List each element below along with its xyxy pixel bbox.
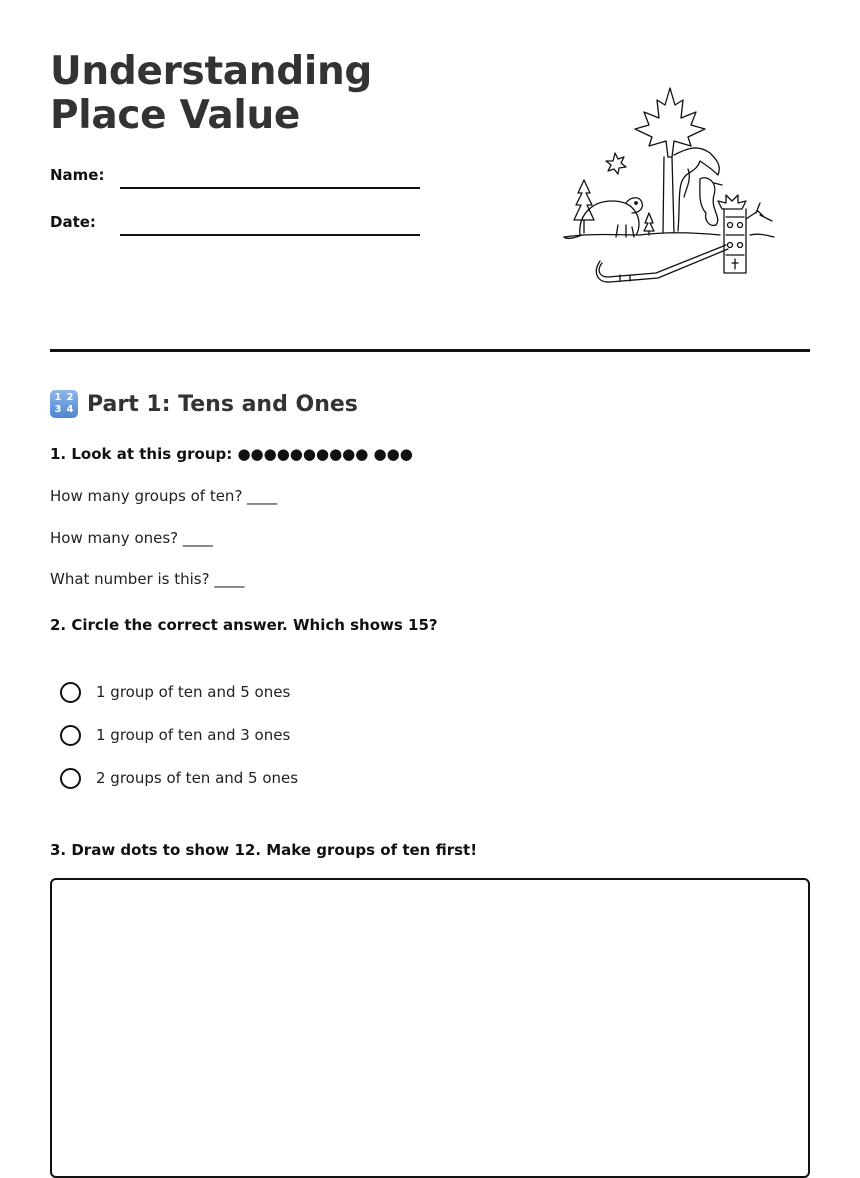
- question-2-prompt: 2. Circle the correct answer. Which shows 15?: [50, 616, 438, 634]
- answer-option-label: 2 groups of ten and 5 ones: [96, 769, 299, 787]
- answer-option[interactable]: [60, 679, 290, 705]
- hockey-stick-icon: [596, 245, 728, 282]
- radio-circle[interactable]: [60, 725, 81, 746]
- canada-scene-icon: [560, 85, 780, 285]
- answer-option[interactable]: [60, 722, 290, 748]
- part1-heading: [50, 388, 358, 420]
- question-3-prompt: 3. Draw dots to show 12. Make groups of ten first!: [50, 841, 478, 859]
- date-field[interactable]: [120, 234, 420, 236]
- answer-option-label: 1 group of ten and 3 ones: [96, 726, 291, 744]
- answer-option-label: 1 group of ten and 5 ones: [96, 683, 291, 701]
- name-label: Name:: [50, 166, 105, 184]
- part1-title: Part 1: Tens and Ones: [87, 391, 358, 417]
- name-field[interactable]: [120, 187, 420, 189]
- answer-option[interactable]: [60, 765, 298, 791]
- tree-trunk-icon: [663, 148, 719, 233]
- totem-pole-icon: [718, 195, 772, 273]
- section-divider: [50, 349, 810, 352]
- question-1-prompt: 1. Look at this group: ●●●●●●●●●● ●●●: [50, 445, 413, 463]
- drawing-area[interactable]: [50, 878, 810, 1178]
- date-label: Date:: [50, 213, 96, 231]
- worksheet-title: Understanding Place Value: [50, 49, 373, 138]
- question-1-tens-line: How many groups of ten? ____: [50, 487, 278, 505]
- maple-leaf-icon: [606, 88, 705, 174]
- question-1-ones-line: How many ones? ____: [50, 529, 213, 547]
- input-numbers-icon: 1 2 3 4: [50, 390, 78, 418]
- radio-circle[interactable]: [60, 768, 81, 789]
- radio-circle[interactable]: [60, 682, 81, 703]
- beaver-icon: [564, 198, 642, 239]
- question-1-number-line: What number is this? ____: [50, 570, 245, 588]
